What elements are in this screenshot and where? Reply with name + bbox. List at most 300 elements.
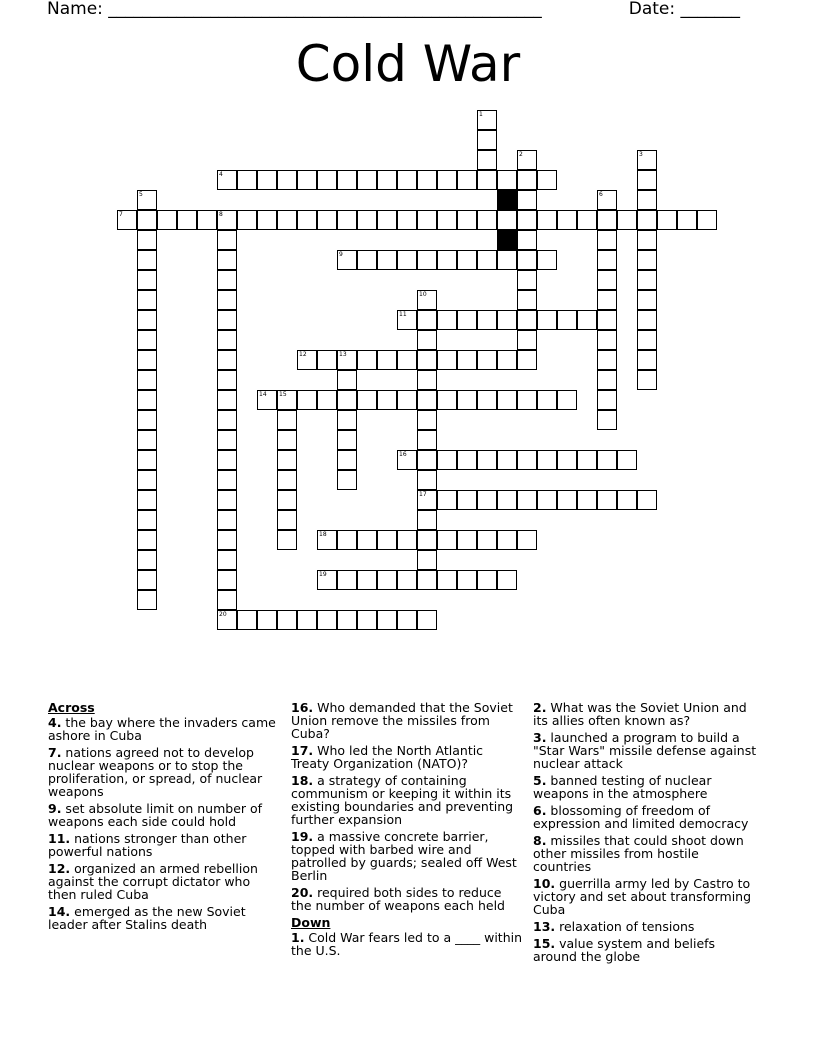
name-field[interactable]: Name: ___________________________________________________: [47, 0, 542, 19]
grid-cell[interactable]: [597, 270, 617, 290]
grid-cell[interactable]: [137, 270, 157, 290]
grid-cell[interactable]: [137, 470, 157, 490]
down-clue: [533, 774, 758, 800]
grid-cell[interactable]: [217, 530, 237, 550]
grid-cell[interactable]: [417, 490, 437, 510]
grid-cell[interactable]: [597, 390, 617, 410]
grid-cell[interactable]: [517, 390, 537, 410]
grid-cell[interactable]: [377, 610, 397, 630]
grid-cell[interactable]: [217, 250, 237, 270]
grid-cell[interactable]: [517, 190, 537, 210]
across-clue: [48, 832, 280, 858]
grid-cell[interactable]: [477, 150, 497, 170]
grid-cell[interactable]: [217, 210, 237, 230]
clue-number: 15: [279, 391, 287, 398]
clue-text: Who demanded that the Soviet Union remove the missiles from Cuba?: [291, 700, 513, 741]
across-clue: [48, 802, 280, 828]
grid-cell[interactable]: [337, 610, 357, 630]
grid-cell[interactable]: [477, 110, 497, 130]
across-clue: [291, 701, 523, 740]
grid-cell[interactable]: [217, 450, 237, 470]
grid-cell[interactable]: [297, 210, 317, 230]
clue-text: a massive concrete barrier, topped with barbed wire and patrolled by guards; sealed off West Berlin: [291, 829, 517, 883]
grid-cell[interactable]: [217, 470, 237, 490]
grid-cell[interactable]: [577, 310, 597, 330]
grid-cell[interactable]: [597, 350, 617, 370]
grid-cell[interactable]: [637, 370, 657, 390]
grid-cell[interactable]: [517, 170, 537, 190]
grid-cell[interactable]: [637, 150, 657, 170]
grid-cell[interactable]: [457, 490, 477, 510]
grid-cell[interactable]: [257, 390, 277, 410]
grid-cell[interactable]: [597, 410, 617, 430]
grid-cell[interactable]: [477, 130, 497, 150]
grid-cell[interactable]: [417, 350, 437, 370]
grid-cell[interactable]: [317, 210, 337, 230]
grid-cell[interactable]: [357, 170, 377, 190]
grid-cell[interactable]: [537, 170, 557, 190]
black-cell: [497, 230, 517, 250]
grid-cell[interactable]: [137, 570, 157, 590]
across-clue: [48, 862, 280, 901]
grid-cell[interactable]: [137, 430, 157, 450]
clue-number: 18: [319, 531, 327, 538]
clue-text: relaxation of tensions: [555, 919, 695, 934]
grid-cell[interactable]: [277, 170, 297, 190]
clue-number: 3.: [533, 730, 547, 745]
grid-cell[interactable]: [377, 170, 397, 190]
grid-cell[interactable]: [597, 210, 617, 230]
grid-cell[interactable]: [497, 310, 517, 330]
grid-cell[interactable]: [657, 210, 677, 230]
clue-text: Cold War fears led to a ____ within the U.S.: [291, 930, 523, 958]
grid-cell[interactable]: [517, 270, 537, 290]
grid-cell[interactable]: [437, 210, 457, 230]
grid-cell[interactable]: [277, 490, 297, 510]
grid-cell[interactable]: [257, 210, 277, 230]
grid-cell[interactable]: [417, 290, 437, 310]
grid-cell[interactable]: [377, 390, 397, 410]
grid-cell[interactable]: [277, 610, 297, 630]
grid-cell[interactable]: [217, 390, 237, 410]
grid-cell[interactable]: [517, 250, 537, 270]
clue-number: 19: [319, 571, 327, 578]
grid-cell[interactable]: [477, 210, 497, 230]
grid-cell[interactable]: [397, 610, 417, 630]
grid-cell[interactable]: [357, 350, 377, 370]
grid-cell[interactable]: [217, 310, 237, 330]
grid-cell[interactable]: [137, 330, 157, 350]
grid-cell[interactable]: [517, 210, 537, 230]
grid-cell[interactable]: [397, 350, 417, 370]
grid-cell[interactable]: [197, 210, 217, 230]
grid-cell[interactable]: [397, 310, 417, 330]
clue-number: 11.: [48, 831, 71, 846]
grid-cell[interactable]: [617, 490, 637, 510]
grid-cell[interactable]: [637, 190, 657, 210]
grid-cell[interactable]: [237, 210, 257, 230]
grid-cell[interactable]: [297, 350, 317, 370]
grid-cell[interactable]: [217, 410, 237, 430]
grid-cell[interactable]: [597, 250, 617, 270]
grid-cell[interactable]: [257, 170, 277, 190]
grid-cell[interactable]: [457, 350, 477, 370]
grid-cell[interactable]: [697, 210, 717, 230]
grid-cell[interactable]: [537, 490, 557, 510]
clue-text: required both sides to reduce the number of weapons each held: [291, 885, 505, 913]
grid-cell[interactable]: [457, 210, 477, 230]
grid-cell[interactable]: [217, 370, 237, 390]
grid-cell[interactable]: [517, 350, 537, 370]
grid-cell[interactable]: [597, 330, 617, 350]
grid-cell[interactable]: [217, 570, 237, 590]
grid-cell[interactable]: [137, 590, 157, 610]
grid-cell[interactable]: [497, 170, 517, 190]
grid-cell[interactable]: [217, 490, 237, 510]
date-field[interactable]: Date: _______: [628, 0, 740, 19]
grid-cell[interactable]: [537, 310, 557, 330]
grid-cell[interactable]: [117, 210, 137, 230]
clue-number: 16: [399, 451, 407, 458]
clue-number: 20.: [291, 885, 314, 900]
grid-cell[interactable]: [457, 530, 477, 550]
grid-cell[interactable]: [477, 450, 497, 470]
grid-cell[interactable]: [457, 450, 477, 470]
grid-cell[interactable]: [537, 390, 557, 410]
grid-cell[interactable]: [317, 170, 337, 190]
grid-cell[interactable]: [417, 610, 437, 630]
grid-cell[interactable]: [337, 530, 357, 550]
grid-cell[interactable]: [637, 350, 657, 370]
grid-cell[interactable]: [217, 550, 237, 570]
grid-cell[interactable]: [577, 210, 597, 230]
grid-cell[interactable]: [437, 530, 457, 550]
grid-cell[interactable]: [217, 610, 237, 630]
across-clue: [291, 774, 523, 826]
clue-column-2: [291, 701, 523, 961]
clue-number: 8.: [533, 833, 547, 848]
grid-cell[interactable]: [497, 530, 517, 550]
grid-cell[interactable]: [497, 490, 517, 510]
grid-cell[interactable]: [637, 490, 657, 510]
grid-cell[interactable]: [437, 450, 457, 470]
grid-cell[interactable]: [137, 350, 157, 370]
grid-cell[interactable]: [557, 450, 577, 470]
grid-cell[interactable]: [417, 470, 437, 490]
clue-number: 1.: [291, 930, 305, 945]
clue-number: 14.: [48, 904, 71, 919]
grid-cell[interactable]: [517, 150, 537, 170]
grid-cell[interactable]: [357, 250, 377, 270]
grid-cell[interactable]: [317, 570, 337, 590]
grid-cell[interactable]: [137, 410, 157, 430]
grid-cell[interactable]: [477, 490, 497, 510]
grid-cell[interactable]: [277, 430, 297, 450]
clue-number: 5: [139, 191, 143, 198]
grid-cell[interactable]: [557, 390, 577, 410]
grid-cell[interactable]: [397, 250, 417, 270]
grid-cell[interactable]: [437, 490, 457, 510]
grid-cell[interactable]: [277, 510, 297, 530]
grid-cell[interactable]: [277, 450, 297, 470]
grid-cell[interactable]: [437, 350, 457, 370]
grid-cell[interactable]: [137, 310, 157, 330]
grid-cell[interactable]: [557, 490, 577, 510]
grid-cell[interactable]: [397, 530, 417, 550]
grid-cell[interactable]: [437, 390, 457, 410]
grid-cell[interactable]: [357, 530, 377, 550]
grid-cell[interactable]: [637, 170, 657, 190]
grid-cell[interactable]: [537, 450, 557, 470]
grid-cell[interactable]: [297, 610, 317, 630]
grid-cell[interactable]: [277, 210, 297, 230]
grid-cell[interactable]: [137, 190, 157, 210]
clue-text: set absolute limit on number of weapons each side could hold: [48, 801, 263, 829]
grid-cell[interactable]: [437, 310, 457, 330]
grid-cell[interactable]: [637, 330, 657, 350]
clue-number: 2: [519, 151, 523, 158]
grid-cell[interactable]: [337, 410, 357, 430]
clue-column-1: [48, 701, 280, 935]
grid-cell[interactable]: [637, 310, 657, 330]
grid-cell[interactable]: [517, 230, 537, 250]
grid-cell[interactable]: [477, 530, 497, 550]
grid-cell[interactable]: [577, 490, 597, 510]
grid-cell[interactable]: [597, 190, 617, 210]
grid-cell[interactable]: [357, 210, 377, 230]
grid-cell[interactable]: [477, 250, 497, 270]
grid-cell[interactable]: [617, 210, 637, 230]
grid-cell[interactable]: [497, 450, 517, 470]
down-clue: [533, 834, 758, 873]
grid-cell[interactable]: [477, 350, 497, 370]
grid-cell[interactable]: [377, 530, 397, 550]
clue-number: 4: [219, 171, 223, 178]
grid-cell[interactable]: [637, 210, 657, 230]
grid-cell[interactable]: [137, 390, 157, 410]
grid-cell[interactable]: [397, 210, 417, 230]
grid-cell[interactable]: [137, 450, 157, 470]
grid-cell[interactable]: [357, 390, 377, 410]
grid-cell[interactable]: [477, 170, 497, 190]
grid-cell[interactable]: [577, 450, 597, 470]
down-clue: [533, 937, 758, 963]
grid-cell[interactable]: [217, 170, 237, 190]
grid-cell[interactable]: [297, 390, 317, 410]
grid-cell[interactable]: [337, 210, 357, 230]
grid-cell[interactable]: [637, 270, 657, 290]
grid-cell[interactable]: [397, 390, 417, 410]
clue-number: 1: [479, 111, 483, 118]
grid-cell[interactable]: [337, 390, 357, 410]
clue-number: 13: [339, 351, 347, 358]
grid-cell[interactable]: [437, 250, 457, 270]
grid-cell[interactable]: [317, 530, 337, 550]
grid-cell[interactable]: [497, 250, 517, 270]
grid-cell[interactable]: [557, 210, 577, 230]
grid-cell[interactable]: [497, 210, 517, 230]
grid-cell[interactable]: [637, 290, 657, 310]
grid-cell[interactable]: [137, 210, 157, 230]
black-cell: [497, 190, 517, 210]
grid-cell[interactable]: [417, 370, 437, 390]
grid-cell[interactable]: [277, 470, 297, 490]
grid-cell[interactable]: [237, 170, 257, 190]
grid-cell[interactable]: [137, 550, 157, 570]
grid-cell[interactable]: [457, 310, 477, 330]
grid-cell[interactable]: [437, 570, 457, 590]
grid-cell[interactable]: [417, 430, 437, 450]
grid-cell[interactable]: [477, 310, 497, 330]
grid-cell[interactable]: [357, 570, 377, 590]
grid-cell[interactable]: [497, 390, 517, 410]
grid-cell[interactable]: [217, 270, 237, 290]
grid-cell[interactable]: [417, 210, 437, 230]
clue-number: 14: [259, 391, 267, 398]
grid-cell[interactable]: [457, 570, 477, 590]
grid-cell[interactable]: [497, 570, 517, 590]
grid-cell[interactable]: [597, 310, 617, 330]
grid-cell[interactable]: [337, 370, 357, 390]
grid-cell[interactable]: [517, 450, 537, 470]
grid-cell[interactable]: [337, 570, 357, 590]
grid-cell[interactable]: [457, 390, 477, 410]
clue-number: 13.: [533, 919, 556, 934]
grid-cell[interactable]: [217, 350, 237, 370]
grid-cell[interactable]: [317, 350, 337, 370]
grid-cell[interactable]: [417, 550, 437, 570]
grid-cell[interactable]: [297, 170, 317, 190]
clue-text: emerged as the new Soviet leader after Stalins death: [48, 904, 246, 932]
clue-number: 4.: [48, 715, 62, 730]
grid-cell[interactable]: [517, 530, 537, 550]
grid-cell[interactable]: [137, 290, 157, 310]
grid-cell[interactable]: [557, 310, 577, 330]
grid-cell[interactable]: [477, 570, 497, 590]
grid-cell[interactable]: [397, 570, 417, 590]
grid-cell[interactable]: [317, 390, 337, 410]
grid-cell[interactable]: [397, 450, 417, 470]
clue-number: 9.: [48, 801, 62, 816]
grid-cell[interactable]: [597, 450, 617, 470]
grid-cell[interactable]: [237, 610, 257, 630]
clue-number: 20: [219, 611, 227, 618]
clue-number: 12: [299, 351, 307, 358]
grid-cell[interactable]: [417, 250, 437, 270]
grid-cell[interactable]: [637, 250, 657, 270]
grid-cell[interactable]: [317, 610, 337, 630]
clue-text: blossoming of freedom of expression and limited democracy: [533, 803, 749, 831]
grid-cell[interactable]: [617, 450, 637, 470]
grid-cell[interactable]: [377, 350, 397, 370]
grid-cell[interactable]: [217, 330, 237, 350]
clue-text: launched a program to build a "Star Wars" missile defense against nuclear attack: [533, 730, 757, 771]
clue-number: 6: [599, 191, 603, 198]
grid-cell[interactable]: [217, 230, 237, 250]
grid-cell[interactable]: [337, 430, 357, 450]
grid-cell[interactable]: [357, 610, 377, 630]
grid-cell[interactable]: [337, 470, 357, 490]
grid-cell[interactable]: [417, 330, 437, 350]
grid-cell[interactable]: [177, 210, 197, 230]
grid-cell[interactable]: [637, 230, 657, 250]
across-clue: [48, 716, 280, 742]
grid-cell[interactable]: [157, 210, 177, 230]
grid-cell[interactable]: [137, 490, 157, 510]
grid-cell[interactable]: [337, 350, 357, 370]
grid-cell[interactable]: [417, 510, 437, 530]
grid-cell[interactable]: [277, 390, 297, 410]
grid-cell[interactable]: [217, 590, 237, 610]
clue-number: 3: [639, 151, 643, 158]
grid-cell[interactable]: [497, 350, 517, 370]
down-clue: [533, 804, 758, 830]
grid-cell[interactable]: [417, 530, 437, 550]
clue-number: 19.: [291, 829, 314, 844]
grid-cell[interactable]: [457, 250, 477, 270]
grid-cell[interactable]: [677, 210, 697, 230]
grid-cell[interactable]: [377, 210, 397, 230]
grid-cell[interactable]: [477, 390, 497, 410]
grid-cell[interactable]: [217, 430, 237, 450]
grid-cell[interactable]: [457, 170, 477, 190]
grid-cell[interactable]: [137, 370, 157, 390]
grid-cell[interactable]: [217, 510, 237, 530]
clue-text: a strategy of containing communism or keeping it within its existing boundaries and preventing further expansion: [291, 773, 514, 827]
grid-cell[interactable]: [417, 310, 437, 330]
grid-cell[interactable]: [597, 370, 617, 390]
grid-cell[interactable]: [277, 530, 297, 550]
grid-cell[interactable]: [277, 410, 297, 430]
clue-number: 8: [219, 211, 223, 218]
grid-cell[interactable]: [437, 170, 457, 190]
grid-cell[interactable]: [217, 290, 237, 310]
grid-cell[interactable]: [597, 490, 617, 510]
grid-cell[interactable]: [337, 170, 357, 190]
grid-cell[interactable]: [417, 170, 437, 190]
grid-cell[interactable]: [517, 290, 537, 310]
grid-cell[interactable]: [137, 530, 157, 550]
grid-cell[interactable]: [137, 250, 157, 270]
grid-cell[interactable]: [257, 610, 277, 630]
grid-cell[interactable]: [417, 570, 437, 590]
grid-cell[interactable]: [517, 310, 537, 330]
grid-cell[interactable]: [337, 250, 357, 270]
grid-cell[interactable]: [397, 170, 417, 190]
grid-cell[interactable]: [537, 250, 557, 270]
grid-cell[interactable]: [377, 570, 397, 590]
grid-cell[interactable]: [537, 210, 557, 230]
clue-number: 10.: [533, 876, 556, 891]
grid-cell[interactable]: [417, 390, 437, 410]
grid-cell[interactable]: [597, 230, 617, 250]
grid-cell[interactable]: [517, 330, 537, 350]
grid-cell[interactable]: [137, 230, 157, 250]
grid-cell[interactable]: [337, 450, 357, 470]
down-clue: [533, 920, 758, 933]
clue-number: 11: [399, 311, 407, 318]
grid-cell[interactable]: [417, 410, 437, 430]
grid-cell[interactable]: [377, 250, 397, 270]
grid-cell[interactable]: [417, 450, 437, 470]
clue-text: nations stronger than other powerful nations: [48, 831, 247, 859]
clue-text: guerrilla army led by Castro to victory and set about transforming Cuba: [533, 876, 752, 917]
grid-cell[interactable]: [137, 510, 157, 530]
down-clue: [291, 931, 523, 957]
grid-cell[interactable]: [597, 290, 617, 310]
clue-number: 5.: [533, 773, 547, 788]
grid-cell[interactable]: [517, 490, 537, 510]
